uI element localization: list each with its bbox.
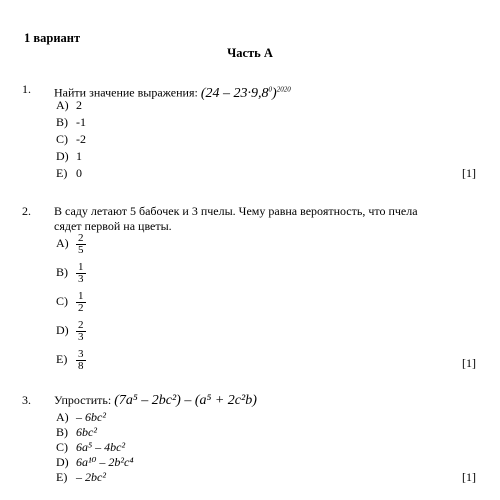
score-mark: [1] <box>462 166 476 180</box>
option-c: C) -2 <box>56 132 86 146</box>
question-number: 2. <box>22 204 31 218</box>
score-mark: [1] <box>462 470 476 484</box>
option-b: B) $\frac{1}{3}$ <box>56 261 84 285</box>
question-text <box>54 393 257 408</box>
variant-title: 1 вариант <box>24 31 81 45</box>
option-c: C) 6a⁵ – 4bc² <box>56 440 126 454</box>
question-number: 1. <box>22 82 31 96</box>
option-b: B) -1 <box>56 115 86 129</box>
option-d: D) $\frac{2}{3}$ <box>56 319 84 343</box>
fraction: $\frac{2}{3}$ <box>78 319 84 343</box>
fraction: $\frac{1}{3}$ <box>78 261 84 285</box>
option-e: E) 0 <box>56 166 82 180</box>
option-a: A) 2 <box>56 98 82 112</box>
fraction: $\frac{3}{8}$ <box>78 348 84 372</box>
option-d: D) 1 <box>56 149 82 163</box>
fraction: $\frac{2}{5}$ <box>78 232 84 256</box>
score-mark: [1] <box>462 356 476 370</box>
question-1-expression: $(24 - 23\cdot 9,8^0)^{2020}$ <box>200 85 291 101</box>
option-e: E) $\frac{3}{8}$ <box>56 348 84 372</box>
option-d: D) 6a¹⁰ – 2b²c⁴ <box>56 455 134 469</box>
option-e: E) – 2bc² <box>56 470 106 484</box>
fraction: $\frac{1}{2}$ <box>78 290 84 314</box>
option-a: A) $\frac{2}{5}$ <box>56 232 84 256</box>
option-c: C) $\frac{1}{2}$ <box>56 290 84 314</box>
question-number: 3. <box>22 393 31 407</box>
option-a: A) – 6bc² <box>56 410 106 424</box>
question-3-expression: (7a⁵ – 2bc²) – (a⁵ + 2c²b) <box>114 393 257 408</box>
question-text <box>54 82 291 101</box>
option-b: B) 6bc² <box>56 425 97 439</box>
question-3-text: Упростить: <box>54 393 112 407</box>
question-1-text: Найти значение выражения: <box>54 85 198 100</box>
question-2-text-line2: сядет первой на цветы. <box>54 219 172 233</box>
part-title: Часть А <box>227 46 273 60</box>
question-2-text-line1: В саду летают 5 бабочек и 3 пчелы. Чему равна вероятность, что пчела <box>54 204 418 218</box>
